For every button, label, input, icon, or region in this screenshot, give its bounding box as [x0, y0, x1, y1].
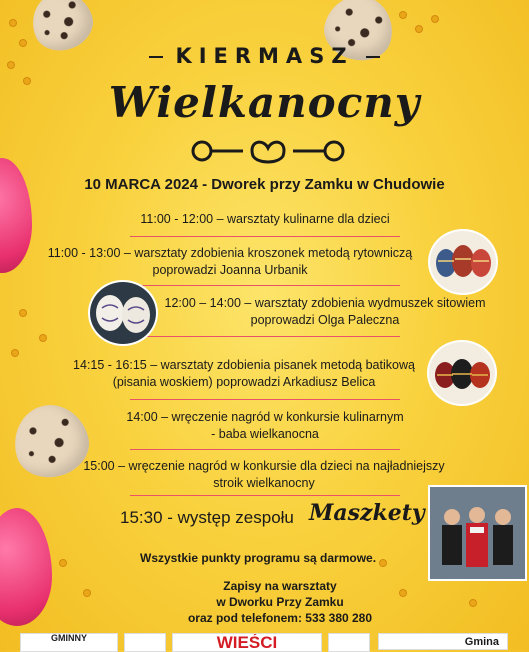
mimosa-flower — [470, 600, 476, 606]
mimosa-flower — [432, 16, 438, 22]
mimosa-flower — [400, 12, 406, 18]
title-dash — [149, 56, 163, 58]
small-logo — [328, 633, 370, 652]
mimosa-flower — [10, 20, 16, 26]
decorated-eggs-icon — [430, 231, 496, 293]
signup-line: w Dworku Przy Zamku — [216, 595, 344, 609]
gminny-logo — [20, 633, 118, 652]
sponsor-logos — [0, 633, 529, 650]
kroszonki-eggs-photo — [428, 229, 498, 295]
schedule-line: 11:00 - 12:00 – warsztaty kulinarne dla dzieci — [140, 212, 390, 226]
small-logo — [124, 633, 166, 652]
schedule-line: (pisania woskiem) poprowadzi Arkadiusz Belica — [112, 375, 376, 389]
schedule-item — [100, 211, 430, 228]
kiermasz-heading — [0, 44, 529, 68]
signup-info — [150, 578, 410, 626]
mimosa-flower — [84, 590, 90, 596]
mimosa-flower — [12, 350, 18, 356]
schedule-line: poprowadzi Olga Paleczna — [250, 313, 400, 327]
schedule-line: poprowadzi Joanna Urbanik — [152, 263, 308, 277]
band-name-logo: Maszkety — [309, 500, 425, 526]
band-photo — [428, 485, 527, 581]
band-members-icon — [430, 487, 525, 579]
decorated-eggs-icon — [90, 282, 156, 344]
wiesci-logo — [172, 633, 322, 652]
separator-line — [130, 336, 400, 337]
separator-line — [130, 399, 400, 400]
schedule-line: 14:00 – wręczenie nagród w konkursie kulinarnym — [126, 410, 404, 424]
mimosa-flower — [416, 26, 422, 32]
mimosa-flower — [60, 560, 66, 566]
wielkanocny-heading: Wielkanocny — [108, 78, 421, 127]
kiermasz-text: KIERMASZ — [175, 44, 354, 68]
separator-line — [130, 236, 400, 237]
schedule-item — [54, 357, 434, 391]
gminny-text: GMINNY — [51, 633, 87, 643]
wydmuszki-eggs-photo — [88, 280, 158, 346]
signup-phone: oraz pod telefonem: 533 380 280 — [187, 611, 373, 625]
free-program-note: Wszystkie punkty programu są darmowe. — [140, 551, 377, 565]
schedule-line: 14:15 - 16:15 – warsztaty zdobienia pisanek metodą batikową — [73, 358, 415, 372]
mimosa-flower — [20, 310, 26, 316]
schedule-item — [100, 409, 430, 443]
schedule-line: 11:00 - 13:00 – warsztaty zdobienia kroszonek metodą rytowniczą — [47, 246, 413, 260]
schedule-item — [64, 458, 464, 492]
event-date-location: 10 MARCA 2024 - Dworek przy Zamku w Chudowie — [84, 176, 445, 193]
separator-line — [130, 285, 400, 286]
gmina-text: Gmina — [464, 636, 499, 648]
separator-line — [130, 495, 400, 496]
pisanki-eggs-photo — [427, 340, 497, 406]
wiesci-text: WIEŚCI — [216, 633, 278, 652]
schedule-item — [30, 245, 430, 279]
mimosa-flower — [40, 335, 46, 341]
schedule-line: 12:00 – 14:00 – warsztaty zdobienia wydmuszek sitowiem — [164, 296, 486, 310]
pink-egg-bottom-left — [0, 508, 52, 626]
schedule-item — [150, 295, 500, 329]
gmina-logo — [378, 633, 508, 650]
separator-line — [130, 449, 400, 450]
schedule-line: stroik wielkanocny — [213, 476, 315, 490]
title-dash — [366, 56, 380, 58]
ornament-divider — [188, 136, 348, 166]
schedule-line: - baba wielkanocna — [211, 427, 319, 441]
mimosa-flower — [380, 560, 386, 566]
schedule-line: 15:00 – wręczenie nagród w konkursie dla dzieci na najładniejszy — [83, 459, 445, 473]
concert-text: 15:30 - występ zespołu — [120, 508, 294, 527]
decorated-eggs-icon — [429, 342, 495, 404]
signup-line: Zapisy na warsztaty — [223, 579, 337, 593]
